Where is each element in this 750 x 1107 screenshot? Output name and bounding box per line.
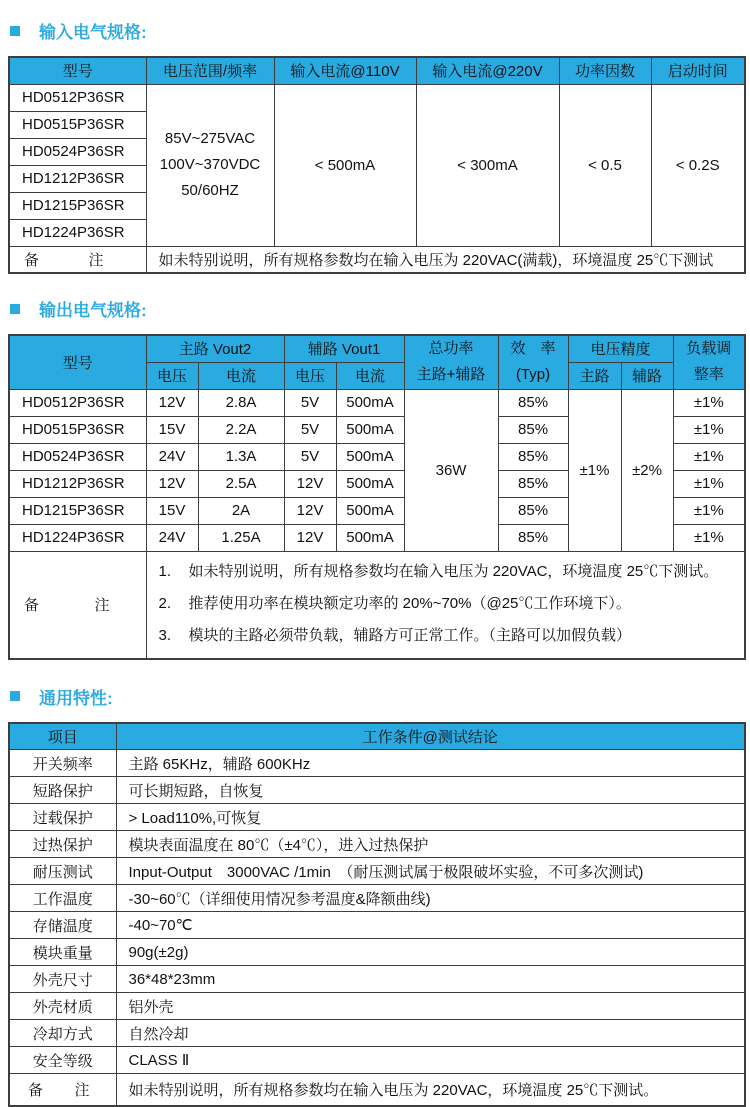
value-cell: 模块表面温度在 80℃（±4℃），进入过热保护 [116,831,745,858]
current-cell: 500mA [336,524,404,551]
note-label-cell [9,1074,116,1106]
output-spec-table [8,334,746,660]
efficiency-cell: 85% [498,497,568,524]
note-cell: 如未特别说明，所有规格参数均在输入电压为 220VAC，环境温度 25℃下测试。 [116,1074,745,1106]
model-cell: HD1212P36SR [9,470,146,497]
voltage-range-cell [146,84,274,246]
model-cell: HD0512P36SR [9,389,146,416]
value-cell: -40~70℃ [116,912,745,939]
item-cell: 过热保护 [9,831,116,858]
value-cell: 36*48*23mm [116,966,745,993]
voltage-cell: 5V [284,389,336,416]
item-cell: 外壳材质 [9,993,116,1020]
table-header-row [9,57,745,84]
note-row [9,1074,745,1106]
general-spec-table [8,722,746,1107]
model-cell: HD0515P36SR [9,416,146,443]
table-header-row [9,723,745,750]
voltage-cell: 5V [284,416,336,443]
model-cell: HD0515P36SR [9,111,146,138]
voltage-cell: 12V [146,470,198,497]
value-cell: 自然冷却 [116,1020,745,1047]
header-test-condition: 工作条件@测试结论 [116,723,745,750]
header-total-power: 总功率 主路+辅路 [404,335,498,389]
header-main-vout2-group: 主路 Vout2 [146,335,284,362]
table-row [9,1047,745,1074]
current-220v-cell: < 300mA [416,84,559,246]
note-number: 2. [158,594,172,612]
model-cell: HD0524P36SR [9,138,146,165]
voltage-cell: 15V [146,416,198,443]
value-cell: > Load110%,可恢复 [116,804,745,831]
section-title-text: 通用特性: [39,688,113,708]
input-spec-table [8,56,746,274]
note-text: 推荐使用功率在模块额定功率的 20%~70%（@25℃工作环境下）。 [188,594,631,612]
table-row [9,804,745,831]
model-cell: HD1224P36SR [9,524,146,551]
item-cell: 冷却方式 [9,1020,116,1047]
item-cell: 耐压测试 [9,858,116,885]
header-voltage-precision-group: 电压精度 [568,335,673,362]
current-cell: 2.2A [198,416,284,443]
model-cell: HD1215P36SR [9,497,146,524]
value-cell: CLASS Ⅱ [116,1047,745,1074]
voltage-cell: 5V [284,443,336,470]
load-regulation-cell: ±1% [673,416,745,443]
header-aux-vout1-group: 辅路 Vout1 [284,335,404,362]
value-cell: 铝外壳 [116,993,745,1020]
table-row [9,912,745,939]
efficiency-cell: 85% [498,389,568,416]
section-bullet-icon [10,304,20,314]
note-label-cell [9,246,146,273]
header-precision-aux: 辅路 [621,362,673,389]
model-cell: HD0524P36SR [9,443,146,470]
current-cell: 1.3A [198,443,284,470]
section-title-input [10,18,750,43]
voltage-range-line: 85V~275VAC [164,130,256,147]
voltage-cell: 12V [284,470,336,497]
value-cell: 主路 65KHz，辅路 600KHz [116,750,745,777]
header-voltage: 电压 [284,362,336,389]
load-regulation-cell: ±1% [673,389,745,416]
table-row [9,84,745,111]
note-label-right: 注 [74,1081,90,1099]
precision-main-cell: ±1% [568,389,621,551]
value-cell: -30~60℃（详细使用情况参考温度&降额曲线) [116,885,745,912]
header-voltage-range: 电压范围/频率 [146,57,274,84]
header-current-220v: 输入电流@220V [416,57,559,84]
note-row [9,551,745,659]
note-label-left: 备 [24,597,40,614]
item-cell: 开关频率 [9,750,116,777]
table-header-row [9,335,745,362]
efficiency-cell: 85% [498,470,568,497]
item-cell: 安全等级 [9,1047,116,1074]
voltage-cell: 12V [146,389,198,416]
header-startup-time: 启动时间 [651,57,745,84]
voltage-cell: 12V [284,497,336,524]
item-cell: 模块重量 [9,939,116,966]
header-item: 项目 [9,723,116,750]
value-cell: Input-Output 3000VAC /1min （耐压测试属于极限破坏实验，不可多次测试) [116,858,745,885]
note-number: 1. [158,562,172,580]
model-cell: HD1212P36SR [9,165,146,192]
note-label-right: 注 [94,597,110,614]
header-current: 电流 [336,362,404,389]
voltage-cell: 12V [284,524,336,551]
note-label-cell [9,551,146,659]
note-label-right: 注 [88,251,104,269]
note-line [159,588,745,620]
header-current: 电流 [198,362,284,389]
section-title-text: 输出电气规格: [39,301,147,320]
table-row [9,750,745,777]
voltage-cell: 24V [146,443,198,470]
header-current-110v: 输入电流@110V [274,57,416,84]
current-cell: 2A [198,497,284,524]
current-cell: 1.25A [198,524,284,551]
header-power-factor: 功率因数 [559,57,651,84]
note-line [159,620,745,652]
section-title-general [10,684,750,709]
table-row [9,966,745,993]
table-row [9,1020,745,1047]
header-load-regulation: 负载调 整率 [673,335,745,389]
current-cell: 500mA [336,497,404,524]
header-model: 型号 [9,57,146,84]
notes-cell [146,551,745,659]
current-cell: 500mA [336,416,404,443]
load-regulation-cell: ±1% [673,524,745,551]
current-110v-cell: < 500mA [274,84,416,246]
note-number: 3. [158,626,172,644]
voltage-cell: 15V [146,497,198,524]
voltage-range-line: 50/60HZ [181,182,239,199]
value-cell: 90g(±2g) [116,939,745,966]
note-text: 如未特别说明，所有规格参数均在输入电压为 220VAC，环境温度 25℃下测试。 [188,562,719,580]
item-cell: 存储温度 [9,912,116,939]
table-row [9,777,745,804]
model-cell: HD1215P36SR [9,192,146,219]
item-cell: 短路保护 [9,777,116,804]
note-label-left: 备 [24,251,40,269]
current-cell: 2.5A [198,470,284,497]
table-row [9,389,745,416]
section-bullet-icon [10,26,20,36]
header-efficiency: 效 率 (Typ) [498,335,568,389]
note-text: 模块的主路必须带负载，辅路方可正常工作。（主路可以加假负载） [188,626,632,644]
header-model: 型号 [9,335,146,389]
section-title-text: 输入电气规格: [39,23,147,42]
model-cell: HD1224P36SR [9,219,146,246]
note-label-left: 备 [28,1081,44,1099]
voltage-cell: 24V [146,524,198,551]
note-row [9,246,745,273]
efficiency-cell: 85% [498,416,568,443]
total-power-cell: 36W [404,389,498,551]
load-regulation-cell: ±1% [673,497,745,524]
header-precision-main: 主路 [568,362,621,389]
note-line [159,556,745,588]
section-bullet-icon [10,691,20,701]
current-cell: 500mA [336,389,404,416]
header-voltage: 电压 [146,362,198,389]
current-cell: 500mA [336,470,404,497]
efficiency-cell: 85% [498,443,568,470]
table-row [9,939,745,966]
table-row [9,858,745,885]
table-row [9,885,745,912]
current-cell: 2.8A [198,389,284,416]
efficiency-cell: 85% [498,524,568,551]
table-row [9,831,745,858]
model-cell: HD0512P36SR [9,84,146,111]
voltage-range-line: 100V~370VDC [159,156,261,173]
note-cell: 如未特别说明，所有规格参数均在输入电压为 220VAC(满载)，环境温度 25℃下测试 [146,246,745,273]
load-regulation-cell: ±1% [673,470,745,497]
table-row [9,993,745,1020]
startup-time-cell: < 0.2S [651,84,745,246]
precision-aux-cell: ±2% [621,389,673,551]
item-cell: 外壳尺寸 [9,966,116,993]
item-cell: 过载保护 [9,804,116,831]
load-regulation-cell: ±1% [673,443,745,470]
value-cell: 可长期短路，自恢复 [116,777,745,804]
power-factor-cell: < 0.5 [559,84,651,246]
section-title-output [10,296,750,321]
current-cell: 500mA [336,443,404,470]
item-cell: 工作温度 [9,885,116,912]
